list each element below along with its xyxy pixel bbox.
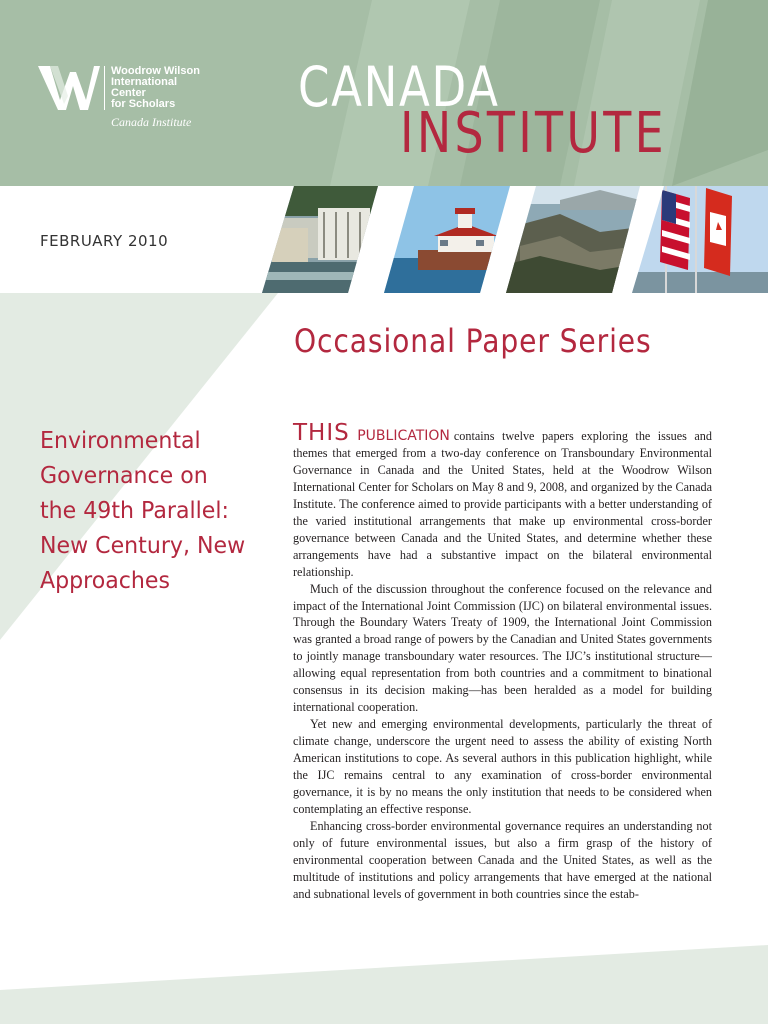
logo-subtitle: Canada Institute [111, 115, 192, 129]
paper-title-line: New Century, New [40, 533, 246, 559]
logo-text [111, 66, 200, 110]
lead-word-big: THIS [293, 420, 350, 446]
header-title-institute: INSTITUTE [400, 101, 667, 166]
series-title: Occasional Paper Series [294, 322, 652, 360]
body-paragraph: Yet new and emerging environmental developments, particularly the threat of climate change, underscore the urgent need to assess the ability of existing North American institutions to cope. As several authors in this publication highlight, while the IJC remains central to any examination of cross-border environmental governance, it is by no means the only institution that needs to be considered when contemplating an effective response. [293, 717, 712, 816]
logo-divider [104, 66, 105, 110]
logo-line: Center [111, 87, 146, 99]
body-paragraph [293, 420, 712, 581]
body-paragraph: Much of the discussion throughout the conference focused on the relevance and impact of the International Joint Commission (IJC) on bilateral environmental issues. Through the Boundary Waters Treaty of 1909, the International Joint Commission was granted a broad range of powers by the Canadian and United States governments to jointly manage transboundary water resources. The IJC’s institutional structure—allowing equal representation from both countries and a commitment to binational consensus in its decision making—has been heralded as a model for building international cooperation. [293, 581, 712, 715]
logo-line: International [111, 76, 178, 88]
logo-line: for Scholars [111, 98, 176, 110]
body-text [293, 420, 712, 903]
paper-title [40, 424, 280, 599]
logo-line: Woodrow Wilson [111, 65, 200, 77]
wilson-center-logo-icon [38, 64, 100, 112]
footer-band [0, 994, 768, 1024]
lead-word-small: PUBLICATION [357, 428, 450, 444]
paragraph-text: contains twelve papers exploring the issues and themes that emerged from a two-day conference on Transboundary Environmental Governance in Canada and the United States, held at the Woodrow Wilson International Center for Scholars on May 8 and 9, 2008, and organized by the Canada Institute. The conference aimed to provide participants with a better understanding of the varied institutional arrangements that make up environmental cross-border governance between Canada and the United States, and determine whether these arrangements have had a substantive impact on the bilateral environmental relationship. [293, 429, 712, 579]
header-title-canada: CANADA [298, 55, 500, 119]
body-paragraph: Enhancing cross-border environmental governance requires an understanding not only of future environmental issues, but also a firm grasp of the history of environmental cooperation between Canada and the United States, as well as the multitude of institutions and policy arrangements that have emerged at the national and subnational levels of government in both countries since the estab- [293, 818, 712, 901]
paper-title-line: Approaches [40, 568, 170, 594]
publication-date: FEBRUARY 2010 [40, 232, 169, 250]
paper-title-line: Environmental [40, 428, 201, 454]
paper-title-line: Governance on [40, 463, 208, 489]
paper-title-line: the 49th Parallel: [40, 498, 229, 524]
